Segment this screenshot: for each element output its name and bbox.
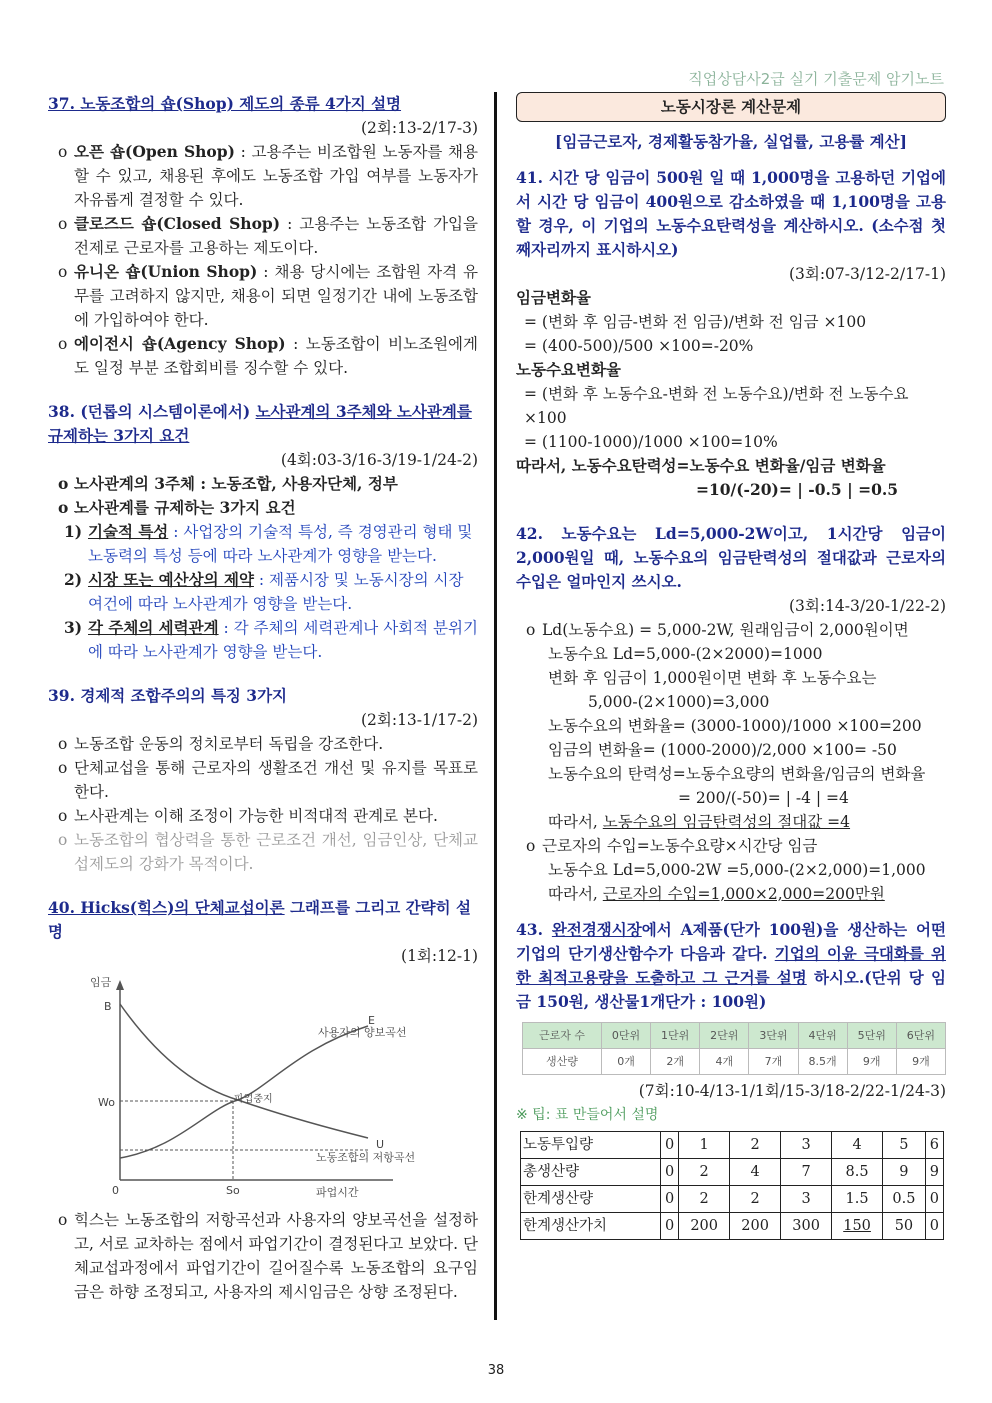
table-row: 생산량 0개 2개 4개 7개 8.5개 9개 9개 (523, 1049, 946, 1075)
q41-ref: (3회:07-3/12-2/17-1) (788, 265, 946, 283)
page-header: 직업상담사2급 실기 기출문제 암기노트 (688, 70, 944, 88)
left-column (48, 92, 478, 1304)
q38-bullet: o 노사관계를 규제하는 3가지 요건 (58, 498, 296, 517)
q43-ref: (7회:10-4/13-1/1회/15-3/18-2/22-1/24-3) (638, 1082, 946, 1100)
q42-title: 42. 노동수요는 Ld=5,000-2W이고, 1시간당 임금이 2,000원일 때, 노동수요의 임금탄력성의 절대값과 근로자의 수입은 얼마인지 쓰시오. (516, 524, 946, 591)
q39-item: o 단체교섭을 통해 근로자의 생활조건 개선 및 유지를 목표로 한다. (58, 759, 478, 801)
table-row: 노동투입량 0 1 2 3 4 5 6 (521, 1132, 944, 1159)
q42-line: 변화 후 임금이 1,000원이면 변화 후 노동수요는 (548, 669, 877, 687)
q38-ref: (4회:03-3/16-3/19-1/24-2) (280, 451, 478, 469)
q42-line: 노동수요의 변화율= (3000-1000)/1000 ×100=200 (548, 717, 922, 735)
union-curve-label: 노동조합의 저항곡선 (316, 1151, 416, 1164)
q37-title: 37. 노동조합의 숍(Shop) 제도의 종류 4가지 설명 (48, 94, 402, 113)
q41-line: = (1100-1000)/1000 ×100=10% (524, 433, 778, 451)
right-column (516, 92, 946, 1240)
q43-tip: ※ 팁: 표 만들어서 설명 (516, 1107, 659, 1123)
q39-item: o 노동조합 운동의 정치로부터 독립을 강조한다. (58, 735, 384, 753)
union-resistance-curve (120, 1004, 368, 1138)
table-row: 총생산량 0 2 4 7 8.5 9 9 (521, 1159, 944, 1186)
table-row: 근로자 수 0단위 1단위 2단위 3단위 4단위 5단위 6단위 (523, 1023, 946, 1049)
q40-desc: o 힉스는 노동조합의 저항곡선과 사용자의 양보곡선을 설정하고, 서로 교차하는 점에서 파업기간이 결정된다고 보았다. 단체교섭과정에서 파업기간이 길어질수록 노동조합의 요구임금은 하향 조정되고, 사용자의 제시임금은 상향 조정된다. (58, 1211, 478, 1301)
q39-title: 39. 경제적 조합주의의 특징 3가지 (48, 686, 288, 705)
q41-line: = (변화 후 임금-변화 전 임금)/변화 전 임금 ×100 (524, 313, 867, 331)
q39-ref: (2회:13-1/17-2) (360, 711, 478, 729)
q42-line: o 근로자의 수입=노동수요량×시간당 임금 (526, 837, 818, 855)
hicks-graph (48, 968, 478, 1208)
employer-curve-label: 사용자의 양보곡선 (318, 1026, 407, 1039)
q38-title: 38. (던롭의 시스템이론에서) 노사관계의 3주체와 노사관계를 규제하는 3가지 요건 (48, 402, 472, 445)
q41-line: 노동수요변화율 (516, 360, 621, 379)
column-divider (494, 92, 497, 1320)
q37-item: o 에이전시 숍(Agency Shop) : 노동조합이 비노조원에게도 일정 부분 조합회비를 징수할 수 있다. (58, 334, 478, 377)
q42-ref: (3회:14-3/20-1/22-2) (788, 597, 946, 615)
q42-line: = 200/(-50)= | -4 | =4 (678, 789, 849, 807)
q42-line: 노동수요 Ld=5,000-(2×2000)=1000 (548, 645, 823, 663)
q42-line: 노동수요 Ld=5,000-2W =5,000-(2×2,000)=1,000 (548, 861, 926, 879)
q42-line: 노동수요의 탄력성=노동수요량의 변화율/임금의 변화율 (548, 765, 926, 783)
q40-ref: (1회:12-1) (401, 947, 478, 965)
q42-line: 따라서, 근로자의 수입=1,000×2,000=200만원 (548, 885, 885, 903)
q42-line: 5,000-(2×1000)=3,000 (588, 693, 770, 711)
page-number: 38 (487, 1363, 505, 1378)
q41-line: =10/(-20)= | -0.5 | =0.5 (696, 480, 899, 499)
q41-line: = (변화 후 노동수요-변화 전 노동수요)/변화 전 노동수요×100 (524, 385, 909, 427)
employer-concession-curve (120, 1026, 368, 1158)
q38-bullet: o 노사관계의 3주체 : 노동조합, 사용자단체, 정부 (58, 474, 398, 493)
q41-title: 41. 시간 당 임금이 500원 일 때 1,000명을 고용하던 기업에서 시간 당 임금이 400원으로 감소하였을 때 1,100명을 고용할 경우, 이 기업의 노동수요탄력성을 계산하시오. (소수점 첫째자리까지 표시하시오) (516, 168, 946, 259)
point-b-label: B (104, 1000, 112, 1013)
so-label: So (226, 1184, 240, 1197)
q42-line: 임금의 변화율= (1000-2000)/2,000 ×100= -50 (548, 741, 897, 759)
q38-item: 3) 각 주체의 세력관계 : 각 주체의 세력관계나 사회적 분위기에 따라 노사관계가 영향을 받는다. (64, 618, 478, 661)
q41-line: 임금변화율 (516, 288, 591, 307)
q41-line: = (400-500)/500 ×100=-20% (524, 337, 754, 355)
section-box-title: 노동시장론 계산문제 (516, 92, 946, 122)
q41-line: 따라서, 노동수요탄력성=노동수요 변화율/임금 변화율 (516, 456, 886, 475)
q37-item: o 클로즈드 숍(Closed Shop) : 고용주는 노동조합 가입을 전제로 근로자를 고용하는 제도이다. (58, 214, 478, 257)
q39-item: o 노동조합의 협상력을 통한 근로조건 개선, 임금인상, 단체교섭제도의 강화가 목적이다. (58, 831, 478, 873)
strike-stop-label: 파업중지 (234, 1094, 273, 1105)
q39-item: o 노사관계는 이해 조정이 가능한 비적대적 관계로 본다. (58, 807, 438, 825)
origin-label: 0 (112, 1184, 119, 1197)
q37-ref: (2회:13-2/17-3) (360, 119, 478, 137)
y-axis-label: 임금 (90, 976, 112, 989)
q37-item: o 유니온 숍(Union Shop) : 채용 당시에는 조합원 자격 유무를 고려하지 않지만, 채용이 되면 일정기간 내에 노동조합에 가입하여야 한다. (58, 262, 478, 329)
q37-item: o 오픈 숍(Open Shop) : 고용주는 비조합원 노동자를 채용할 수 있고, 채용된 후에도 노동조합 가입 여부를 노동자가 자유롭게 결정할 수 있다. (58, 142, 479, 209)
q38-item: 2) 시장 또는 예산상의 제약 : 제품시장 및 노동시장의 시장여건에 따라 노사관계가 영향을 받는다. (64, 570, 464, 613)
production-table (522, 1022, 946, 1075)
q40-title: 40. Hicks(힉스)의 단체교섭이론 그래프를 그리고 간략히 설명 (48, 898, 471, 941)
section-subtitle: [임금근로자, 경제활동참가율, 실업률, 고용률 계산] (555, 132, 907, 151)
q42-line: o Ld(노동수요) = 5,000-2W, 원래임금이 2,000원이면 (526, 621, 909, 639)
q38-item: 1) 기술적 특성 : 사업장의 기술적 특성, 즉 경영관리 형태 및 노동력의 특성 등에 따라 노사관계가 영향을 받는다. (64, 522, 473, 565)
mp-table (520, 1131, 944, 1240)
x-axis-label: 파업시간 (316, 1186, 359, 1199)
y-axis-arrow (116, 980, 124, 990)
q42-line: 따라서, 노동수요의 임금탄력성의 절대값 =4 (548, 813, 851, 831)
table-row: 한계생산량 0 2 2 3 1.5 0.5 0 (521, 1186, 944, 1213)
q43-title: 43. 완전경쟁시장에서 A제품(단가 100원)을 생산하는 어떤 기업의 단기생산함수가 다음과 같다. 기업의 이윤 극대화를 위한 최적고용량을 도출하고 그 근거를 설명 하시오.(단위 당 임금 150원, 생산물1개단가 : 100원) (516, 920, 947, 1011)
point-e-label: E (368, 1014, 375, 1027)
point-u-label: U (376, 1138, 385, 1151)
wo-label: Wo (98, 1096, 115, 1109)
table-row: 한계생산가치 0 200 200 300 150 50 0 (521, 1213, 944, 1240)
